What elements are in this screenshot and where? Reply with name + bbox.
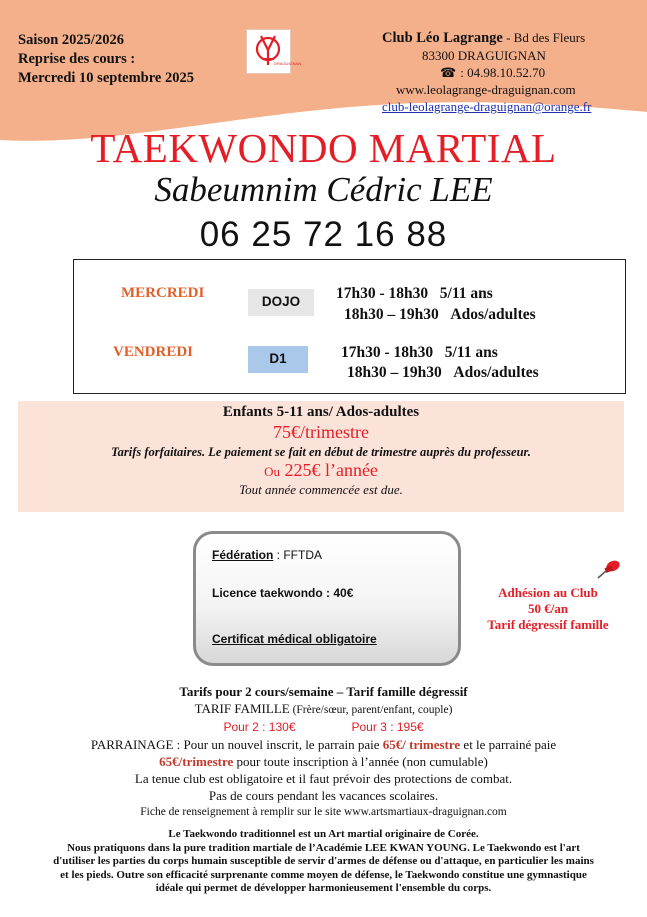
schedule-slot bbox=[347, 364, 539, 382]
footer-line: Nous pratiquons dans la pure tradition martiale de l’Académie LEE KWAN YOUNG. Le Taekwondo est l'art bbox=[67, 841, 580, 854]
footer-line: Le Taekwondo traditionnel est un Art martial originaire de Corée. bbox=[168, 828, 479, 840]
price-three: Pour 3 : 195€ bbox=[351, 720, 424, 734]
schedule-room: D1 bbox=[248, 346, 308, 373]
club-name: Club Léo Lagrange bbox=[382, 30, 503, 46]
sponsor-text: PARRAINAGE : Pour un nouvel inscrit, le parrain paie bbox=[90, 737, 383, 752]
schedule-slot bbox=[336, 285, 493, 303]
sponsorship-line1 bbox=[0, 736, 647, 753]
club-website-link[interactable]: www.leolagrange-draguignan.com bbox=[396, 82, 576, 97]
holidays-note: Pas de cours pendant les vacances scolaires. bbox=[208, 788, 439, 803]
pricing-yearly-line bbox=[18, 460, 624, 481]
schedule-room: DOJO bbox=[248, 289, 314, 316]
season-year: Saison 2025/2026 bbox=[18, 32, 124, 48]
schedule-slot bbox=[344, 306, 536, 324]
family-rate-detail: (Frère/sœur, parent/enfant, couple) bbox=[289, 704, 453, 716]
slot-group: Ados/adultes bbox=[450, 306, 536, 323]
slot-time: 17h30 - 18h30 bbox=[336, 285, 429, 302]
slot-group: 5/11 ans bbox=[439, 285, 493, 302]
licence-fee: Licence taekwondo : 40€ bbox=[212, 586, 354, 600]
sponsor-price: 65€/ trimestre bbox=[382, 737, 461, 752]
federation-label: Fédération bbox=[212, 548, 274, 562]
pricing-box bbox=[18, 401, 624, 512]
federation-line bbox=[212, 548, 322, 562]
club-address-street: - Bd des Fleurs bbox=[502, 30, 586, 45]
pricing-note: Tarifs forfaitaires. Le paiement se fait en début de trimestre auprès du professeur. bbox=[111, 445, 531, 459]
schedule-table bbox=[73, 259, 626, 394]
logo-text: DRAGUIGNAN bbox=[274, 61, 302, 66]
footer-description bbox=[0, 828, 647, 896]
club-contact bbox=[382, 29, 632, 115]
phone-icon: ☎ bbox=[440, 65, 457, 80]
two-courses-rate: Tarifs pour 2 cours/semaine – Tarif famille dégressif bbox=[179, 684, 468, 699]
season-info bbox=[18, 31, 194, 88]
footer-line: et les pieds. Outre son efficacité surprenante comme moyen de défense, le Taekwondo constitue une gymnastique bbox=[60, 868, 587, 881]
federation-box bbox=[193, 531, 461, 666]
family-prices bbox=[0, 719, 647, 736]
slot-time: 17h30 - 18h30 bbox=[341, 344, 434, 361]
slot-group: 5/11 ans bbox=[444, 344, 498, 361]
outfit-note: La tenue club est obligatoire et il faut prévoir des protections de combat. bbox=[134, 771, 513, 786]
club-membership bbox=[474, 585, 622, 633]
family-rate-line bbox=[0, 700, 647, 719]
slot-group: Ados/adultes bbox=[453, 364, 539, 381]
footer-line: d'utiliser les parties du corps humain susceptible de servir d'armes de défense ou d'attaque, en particulier les mains bbox=[53, 855, 594, 867]
schedule-slot bbox=[341, 344, 498, 362]
pricing-heading: Enfants 5-11 ans/ Ados-adultes bbox=[222, 404, 420, 420]
season-resume-label: Reprise des cours : bbox=[18, 51, 136, 67]
pricing-yearly: 225€ l’année bbox=[284, 460, 378, 480]
pushpin-icon bbox=[596, 558, 622, 580]
federation-value: : FFTDA bbox=[273, 548, 323, 562]
sponsor-text: et le parrainé paie bbox=[460, 737, 557, 752]
season-resume-date: Mercredi 10 septembre 2025 bbox=[18, 70, 194, 86]
price-two: Pour 2 : 130€ bbox=[223, 720, 296, 734]
slot-time: 18h30 – 19h30 bbox=[347, 364, 442, 381]
club-address-city: 83300 DRAGUIGNAN bbox=[422, 48, 546, 63]
slot-time: 18h30 – 19h30 bbox=[344, 306, 439, 323]
pricing-or: Ou bbox=[264, 464, 280, 479]
medical-certificate: Certificat médical obligatoire bbox=[212, 632, 377, 646]
pricing-year-note: Tout année commencée est due. bbox=[239, 482, 403, 497]
club-logo bbox=[246, 29, 302, 74]
sponsorship-line2 bbox=[0, 753, 647, 770]
sponsor-text: pour toute inscription à l’année (non cumulable) bbox=[233, 754, 488, 769]
page-title: TAEKWONDO MARTIAL bbox=[90, 125, 557, 171]
teacher-name: Sabeumnim Cédric LEE bbox=[154, 170, 493, 209]
teacher-phone: 06 25 72 16 88 bbox=[199, 215, 448, 254]
sponsor-price: 65€/trimestre bbox=[159, 754, 234, 769]
membership-title: Adhésion au Club bbox=[498, 585, 598, 600]
family-rate-label: TARIF FAMILLE bbox=[194, 701, 290, 716]
registration-form-note: Fiche de renseignement à remplir sur le site www.artsmartiaux-draguignan.com bbox=[140, 806, 507, 818]
membership-family: Tarif dégressif famille bbox=[487, 617, 609, 632]
club-email-link[interactable]: club-leolagrange-draguignan@orange.fr bbox=[382, 99, 592, 114]
footer-line: idéale qui permet de développer harmonieusement l'ensemble du corps. bbox=[155, 882, 492, 894]
club-phone: : 04.98.10.52.70 bbox=[460, 65, 546, 80]
additional-info bbox=[0, 683, 647, 821]
schedule-day: MERCREDI bbox=[121, 285, 205, 301]
pricing-quarterly: 75€/trimestre bbox=[273, 422, 369, 442]
schedule-day: VENDREDI bbox=[113, 344, 194, 360]
membership-price: 50 €/an bbox=[527, 601, 569, 616]
